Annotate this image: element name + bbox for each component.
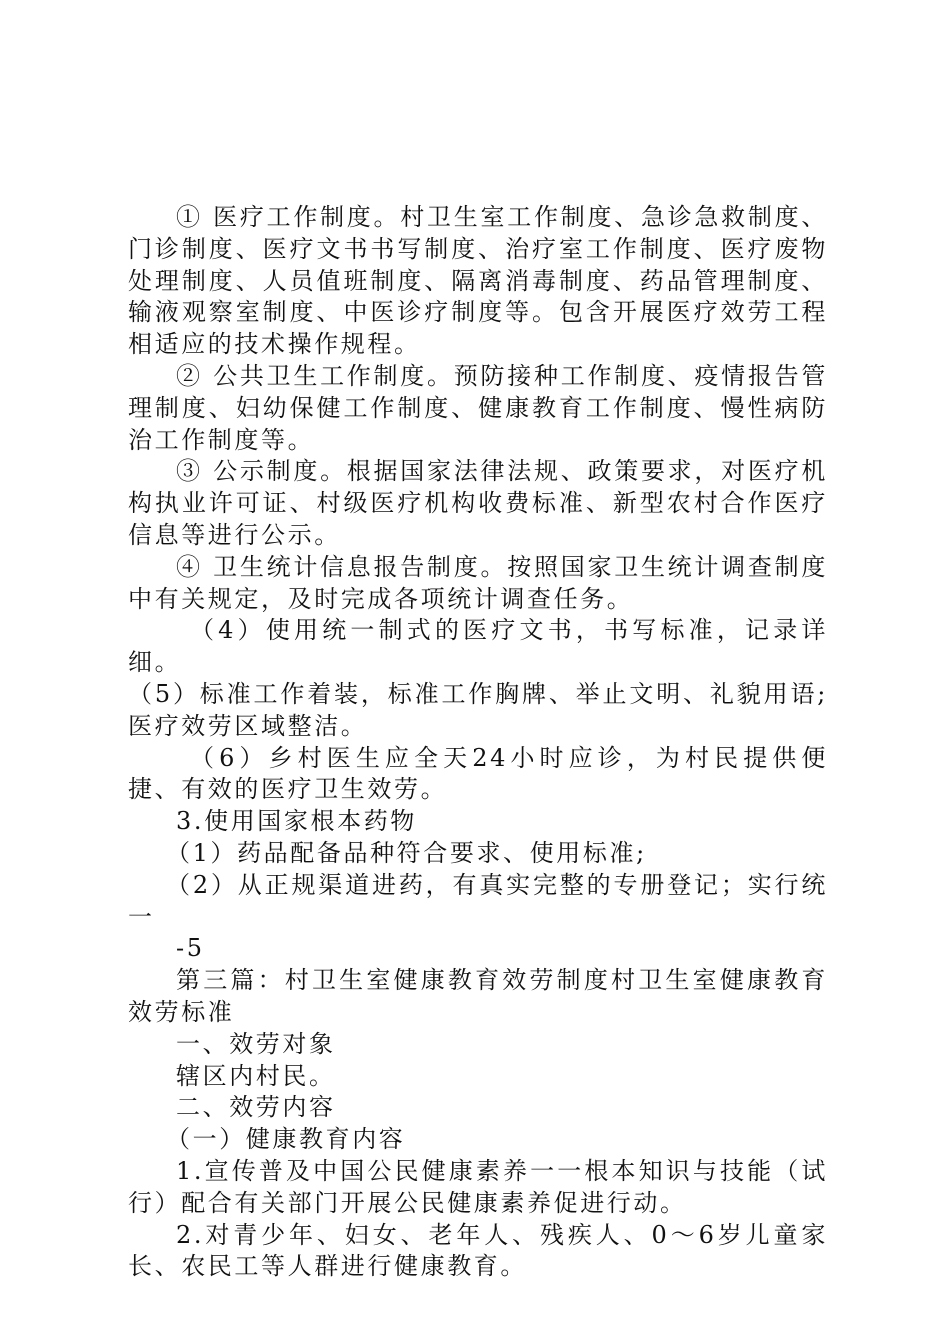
- chapter-heading: 第三篇：村卫生室健康教育效劳制度村卫生室健康教育效劳标准: [128, 966, 828, 1026]
- paragraph-villagers: 辖区内村民。: [176, 1061, 336, 1090]
- page-number: -5: [176, 934, 205, 963]
- paragraph-item-6: （6）乡村医生应全天24小时应诊，为村民提供便捷、有效的医疗卫生效劳。: [128, 743, 828, 804]
- paragraph-section-3: 3.使用国家根本药物: [176, 807, 417, 836]
- section-service-content: 二、效劳内容: [176, 1093, 336, 1122]
- paragraph-public-health-rules: ② 公共卫生工作制度。预防接种工作制度、疫情报告管理制度、妇幼保健工作制度、健康教育工作制度、慢性病防治工作制度等。: [128, 361, 828, 454]
- paragraph-medical-rules: ① 医疗工作制度。村卫生室工作制度、急诊急救制度、门诊制度、医疗文书书写制度、治疗室工作制度、医疗废物处理制度、人员值班制度、隔离消毒制度、药品管理制度、输液观察室制度、中医诊疗制度等。包含开展医疗效劳工程相适应的技术操作规程。: [128, 203, 828, 359]
- document-body: [128, 202, 828, 1283]
- paragraph-item-4: （4）使用统一制式的医疗文书，书写标准，记录详细。: [128, 616, 828, 677]
- section-service-target: 一、效劳对象: [176, 1029, 336, 1058]
- subsection-health-education: （一）健康教育内容: [166, 1125, 406, 1154]
- paragraph-item-5: （5）标准工作着装，标准工作胸牌、举止文明、礼貌用语;医疗效劳区域整洁。: [128, 679, 828, 740]
- paragraph-target-groups: 2.对青少年、妇女、老年人、残疾人、0～6岁儿童家长、农民工等人群进行健康教育。: [128, 1220, 828, 1281]
- paragraph-statistics-rules: ④ 卫生统计信息报告制度。按照国家卫生统计调查制度中有关规定，及时完成各项统计调查任务。: [128, 552, 828, 613]
- paragraph-item-2: （2）从正规渠道进药，有真实完整的专册登记；实行统一: [128, 870, 828, 931]
- paragraph-disclosure-rules: ③ 公示制度。根据国家法律法规、政策要求，对医疗机构执业许可证、村级医疗机构收费标准、新型农村合作医疗信息等进行公示。: [128, 457, 828, 549]
- paragraph-literacy: 1.宣传普及中国公民健康素养一一根本知识与技能（试行）配合有关部门开展公民健康素养促进行动。: [128, 1156, 828, 1217]
- paragraph-item-1: （1）药品配备品种符合要求、使用标准;: [166, 838, 647, 867]
